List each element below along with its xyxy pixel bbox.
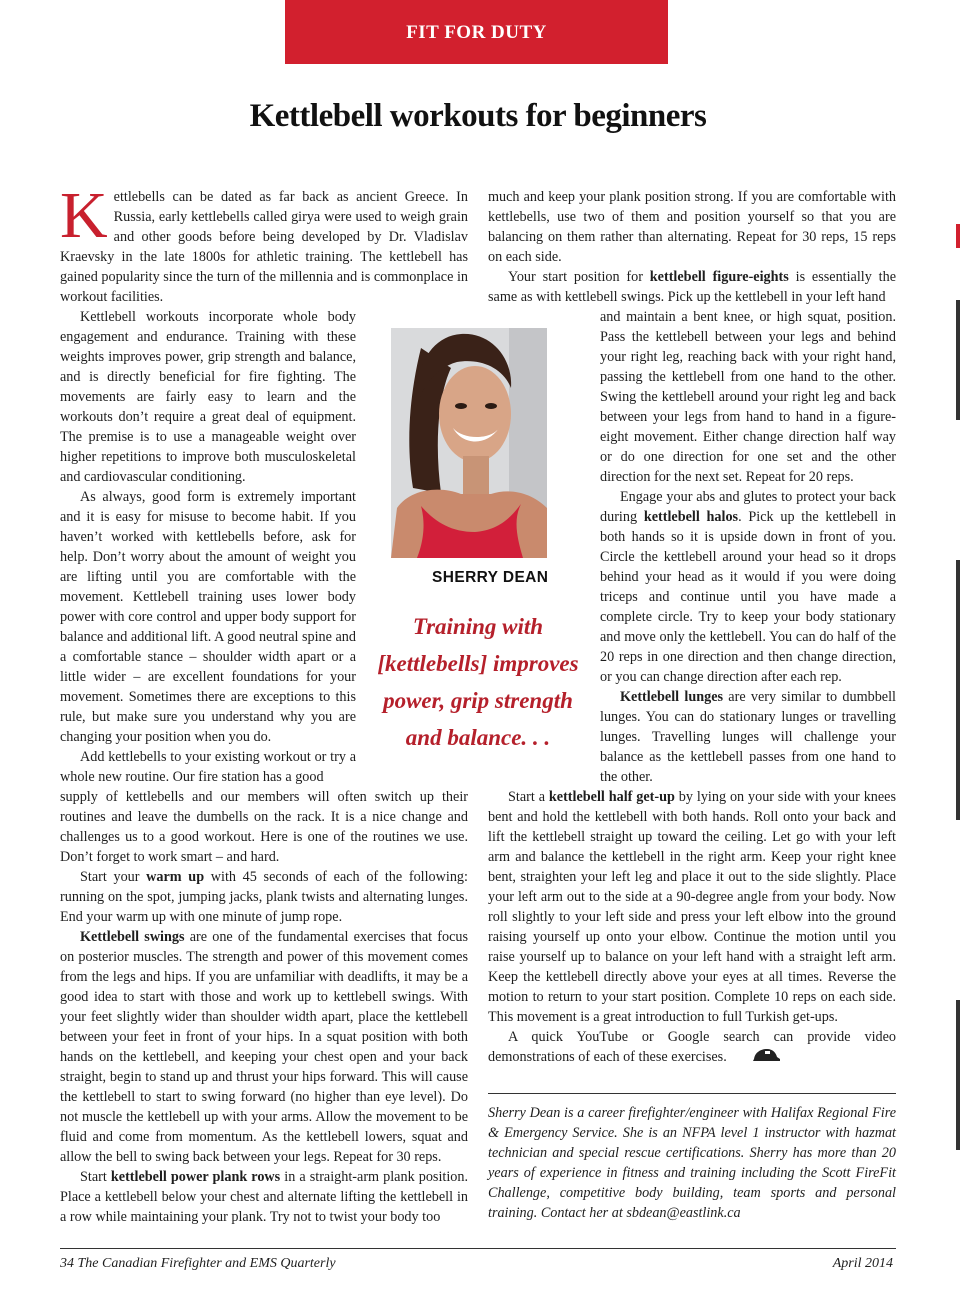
paragraph: Add kettlebells to your existing workout or try a whole new routine. Our fire station has a good	[60, 749, 356, 785]
drop-cap: K	[60, 179, 108, 252]
left-column-narrow	[60, 307, 356, 787]
paragraph-plank-rows: Start kettlebell power plank rows in a straight-arm plank position. Place a kettlebell below your chest and alternate lifting the kettlebell in a row while maintaining your plank. Try not to twist your body too	[60, 1169, 468, 1225]
bio-divider	[488, 1093, 896, 1094]
right-column-bottom	[488, 787, 896, 1068]
paragraph-closing: A quick YouTube or Google search can provide video demonstrations of each of these exercises.	[488, 1027, 896, 1068]
footer-publication: 34 The Canadian Firefighter and EMS Quarterly	[60, 1256, 336, 1271]
pull-quote: Training with [kettlebells] improves power, grip strength and balance. . .	[377, 614, 579, 750]
left-column-bottom	[60, 787, 468, 1227]
photo-caption: SHERRY DEAN	[432, 569, 549, 586]
right-column-top	[488, 187, 896, 307]
page-edge-mark	[956, 224, 960, 248]
page-edge-mark	[956, 300, 960, 420]
paragraph: As always, good form is extremely important and it is easy for misuse to become habit. If you haven’t worked with kettlebells before, ask for help. Don’t worry about the amount of weight you are lifting until you are comfortable with the movement. Kettlebell training uses lower body power with core control and upper body support for balance and additional lift. A good neutral spine and a comfortable stance – shoulder width apart or a little wider – are excellent foundations for your movement. Sometimes there are exceptions to this rule, but make sure you understand why you are changing your position when you do.	[60, 489, 356, 745]
paragraph-lunges: Kettlebell lunges are very similar to dumbbell lunges. You can do stationary lunges or travelling lunges. Travelling lunges will challenge your balance as the kettlebell passes from one hand to the other.	[600, 689, 896, 785]
paragraph-halos: Engage your abs and glutes to protect your back during kettlebell halos. Pick up the kettlebell in both hands so it is upside down in front of you. Circle the kettlebell around your head so it drops behind your head as it would if you were doing triceps and continue until you have made a complete circle. Try to keep your body stationary and move only the kettlebell. You can do half of the 20 reps in one direction and then change direction, or you can change direction after each rep.	[600, 489, 896, 685]
paragraph: and maintain a bent knee, or high squat, position. Pass the kettlebell between your legs and behind your right leg, reaching back with your right hand, passing the kettlebell from one hand to the other. Swing the kettlebell around your right leg and back between your legs from hand to hand in a figure-eight movement. Either change direction half way or do one direction for one set and the other direction for the next set. Repeat for 20 reps.	[600, 309, 896, 485]
section-banner: FIT FOR DUTY	[285, 0, 668, 64]
paragraph-text: ettlebells can be dated as far back as ancient Greece. In Russia, early kettlebells called girya were used to weigh grain and other goods before being developed by Dr. Vladislav Kraevsky in the late 1800s for athletic training. The kettlebell has gained popularity since the turn of the millennia and is commonplace in workout facilities.	[60, 189, 468, 305]
paragraph-swings: Kettlebell swings are one of the fundamental exercises that focus on posterior muscles. The strength and power of this movement comes from the legs and hips. If you are unfamiliar with deadlifts, it may be a good idea to start with those and work up to kettlebell swings. With your feet slightly wider than shoulder width apart, place the kettlebell between your feet in front of your hips. In a squat position with both hands on the kettlebell, and keeping your chest open and your back straight, begin to stand up and thrust your hips forward. This will cause the kettlebell to start to swing forward (no higher than eye level). Do not muscle the kettlebell up with your arms. Allow the movement to be fluid and come from momentum. As the kettlebell lowers, squat and allow the bell to swing back between your legs. Repeat for 30 reps.	[60, 929, 468, 1165]
paragraph-half-get-up: Start a kettlebell half get-up by lying on your side with your knees bent and hold the kettlebell with both hands. Roll onto your back and lift the kettlebell straight up toward the ceiling. Let go with your left arm and balance the kettlebell in the right arm. Keep your right knee bent, straighten your left leg and place it out to the side slightly. Place your left arm out to the side at a 90-degree angle from your body. Now roll slightly to your left side and press your left elbow into the ground raising yourself up onto your elbow. Continue the motion until you raise yourself up to balance on your left hand with a straight left arm. Keep the kettlebell directly above your eyes at all times. Reverse the motion to return to your start position. Complete 10 reps on each side. This movement is a great introduction to full Turkish get-ups.	[488, 789, 897, 1025]
paragraph-intro	[60, 179, 468, 307]
paragraph: supply of kettlebells and our members will often switch up their routines and leave the dumbells on the rack. It is a nice change and challenges us to a good workout. Here is one of the routines we use. Don’t forget to work smart – and hard.	[60, 789, 468, 865]
left-column-top	[60, 179, 468, 307]
paragraph: Kettlebell workouts incorporate whole body engagement and endurance. Training with these weights improves power, grip strength and balance, and is directly beneficial for fire fighting. The movements are fairly easy to learn and the workouts don’t require a great deal of equipment. The premise is to use a manageable weight over higher repetitions to improve both musculoskeletal and cardiovascular conditioning.	[60, 309, 356, 485]
right-column-narrow	[600, 307, 896, 787]
author-photo	[391, 328, 547, 558]
article-title: Kettlebell workouts for beginners	[249, 98, 707, 134]
paragraph-warm-up: Start your warm up with 45 seconds of each of the following: running on the spot, jumping jacks, plank twists and alternating lunges. End your warm up with one minute of jump rope.	[60, 869, 468, 925]
footer-divider	[60, 1248, 896, 1249]
page-edge-mark	[956, 560, 960, 820]
page-edge-mark	[956, 1000, 960, 1150]
paragraph: much and keep your plank position strong. If you are comfortable with kettlebells, use two of them and position yourself so that you are balancing on them rather than alternating. Repeat for 30 reps, 15 reps on each side.	[488, 189, 896, 265]
paragraph-figure-eights: Your start position for kettlebell figure-eights is essentially the same as with kettlebell swings. Pick up the kettlebell in your left hand	[488, 269, 896, 305]
footer-date: April 2014	[832, 1256, 893, 1271]
helmet-icon	[731, 1048, 781, 1068]
author-bio: Sherry Dean is a career firefighter/engineer with Halifax Regional Fire & Emergency Service. She is an NFPA level 1 instructor with hazmat technician and special rescue certifications. Sherry has more than 20 years of experience in fitness and training including the Scott FireFit Challenge, competitive body building, team sports and personal training. Contact her at sbdean@eastlink.ca	[488, 1105, 896, 1221]
